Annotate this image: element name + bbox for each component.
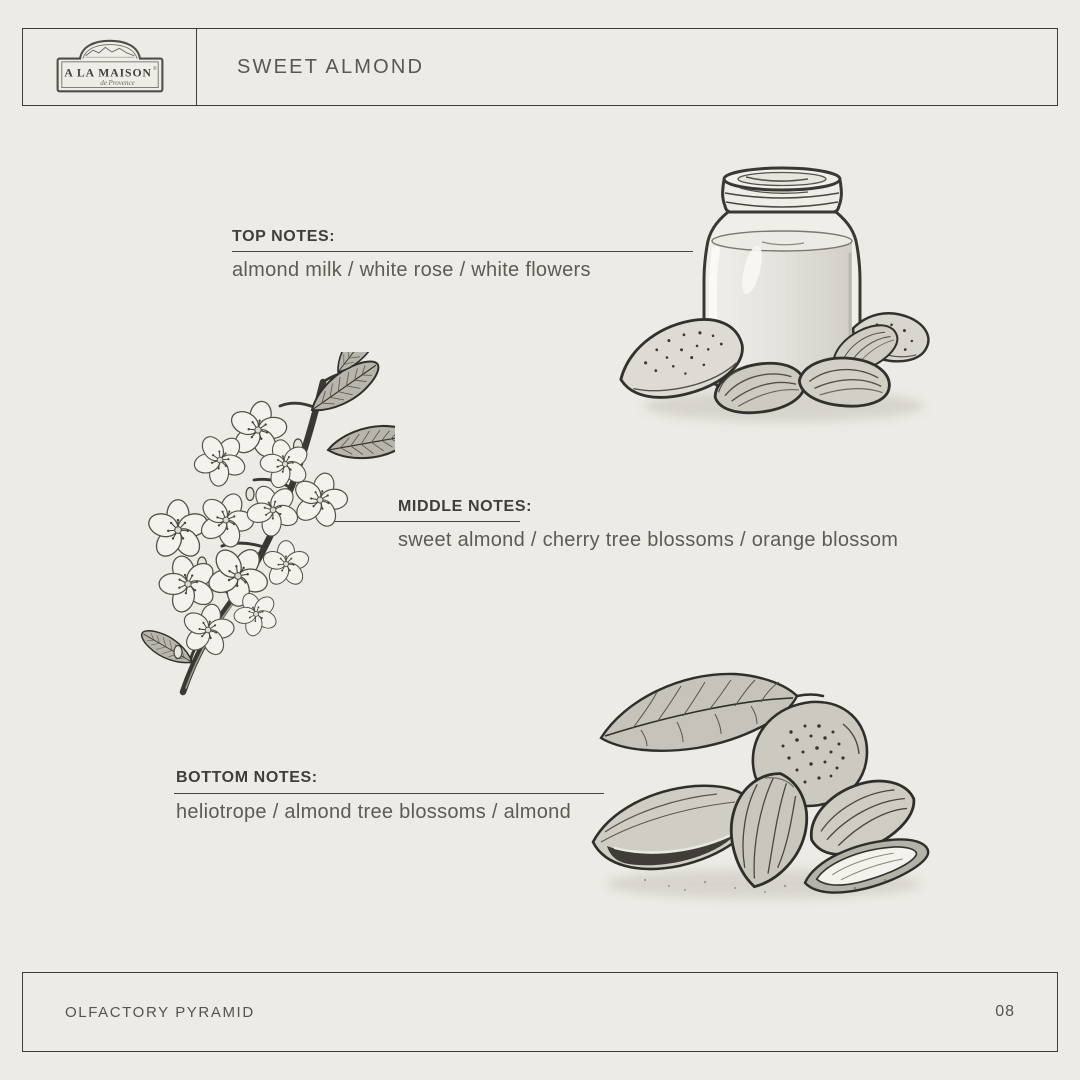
footer <box>22 972 1058 1052</box>
cherry-blossom-branch-illustration <box>80 352 395 697</box>
top-notes-values: almond milk / white rose / white flowers <box>232 259 591 281</box>
bottom-notes-values: heliotrope / almond tree blossoms / almond <box>176 801 572 823</box>
almond-milk-jar-illustration <box>612 148 932 438</box>
page-title: SWEET ALMOND <box>237 55 425 78</box>
title-cell <box>197 29 1057 105</box>
header <box>22 28 1058 106</box>
blossom-flower <box>261 541 311 588</box>
middle-notes-label: MIDDLE NOTES: <box>398 498 533 515</box>
almond-cluster-illustration <box>585 636 930 908</box>
brand-name: A LA MAISON <box>63 66 152 80</box>
jar-rim <box>723 168 842 212</box>
brand-logo <box>23 29 197 105</box>
blossom-flower <box>146 500 210 561</box>
footer-title: OLFACTORY PYRAMID <box>65 1003 255 1021</box>
bottom-notes-rule <box>174 793 604 794</box>
page-number: 08 <box>995 1003 1015 1020</box>
brand-logo-sign-icon <box>49 38 171 96</box>
milk-surface <box>712 231 852 251</box>
middle-notes-values: sweet almond / cherry tree blossoms / orange blossom <box>398 529 899 551</box>
registered-mark: ® <box>152 66 157 72</box>
top-notes-label: TOP NOTES: <box>232 228 336 245</box>
brand-tagline: de Provence <box>99 79 135 88</box>
bottom-notes-label: BOTTOM NOTES: <box>176 769 318 786</box>
blossom-leaf <box>325 421 395 465</box>
